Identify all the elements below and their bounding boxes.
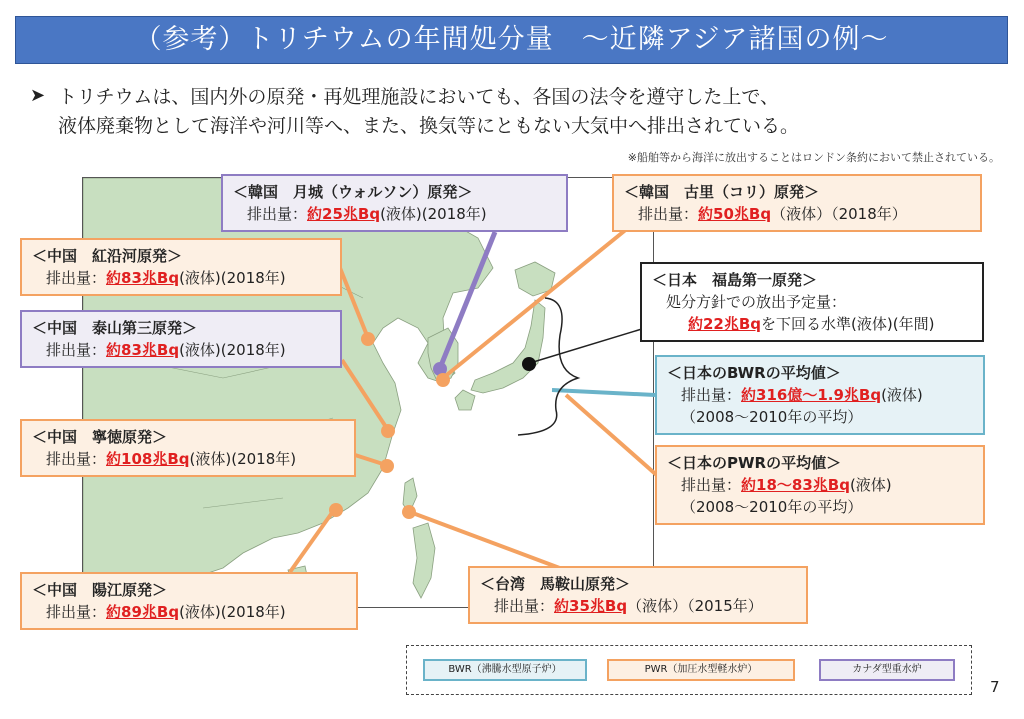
box-kori-title: ＜韓国 古里（コリ）原発＞ xyxy=(624,183,820,201)
page-number: 7 xyxy=(990,678,1000,696)
box-bwr-average: ＜日本のBWRの平均値＞ 排出量：約316億～1.9兆Bq(液体) （2008～2010年の平均） xyxy=(655,355,985,435)
box-ningde: ＜中国 寧徳原発＞ 排出量：約108兆Bq(液体)(2018年) xyxy=(20,419,356,477)
box-qinshan: ＜中国 泰山第三原発＞ 排出量：約83兆Bq(液体)(2018年) xyxy=(20,310,342,368)
box-qinshan-title: ＜中国 泰山第三原発＞ xyxy=(32,319,198,337)
qinshan-amount: 約83兆Bq xyxy=(106,341,180,359)
maanshan-amount: 約35兆Bq xyxy=(554,597,628,615)
box-bwr-title: ＜日本のBWRの平均値＞ xyxy=(667,364,841,382)
kori-amount: 約50兆Bq xyxy=(698,205,772,223)
box-ningde-title: ＜中国 寧徳原発＞ xyxy=(32,428,168,446)
legend-bwr: BWR（沸騰水型原子炉） xyxy=(423,659,587,681)
box-hongyanhe: ＜中国 紅沿河原発＞ 排出量：約83兆Bq(液体)(2018年) xyxy=(20,238,342,296)
hongyanhe-amount: 約83兆Bq xyxy=(106,269,180,287)
box-hongyanhe-title: ＜中国 紅沿河原発＞ xyxy=(32,247,183,265)
ningde-amount: 約108兆Bq xyxy=(106,450,190,468)
fukushima-amount: 約22兆Bq xyxy=(688,315,762,333)
box-maanshan-title: ＜台湾 馬鞍山原発＞ xyxy=(480,575,631,593)
bullet-line-1: トリチウムは、国内外の原発・再処理施設においても、各国の法令を遵守した上で、 xyxy=(58,86,780,108)
box-pwr-average: ＜日本のPWRの平均値＞ 排出量：約18～83兆Bq(液体) （2008～2010年の平均） xyxy=(655,445,985,525)
bullet-line-2: 液体廃棄物として海洋や河川等へ、また、換気等にともない大気中へ排出されている。 xyxy=(58,115,800,137)
bullet-arrow-icon: ➤ xyxy=(30,85,46,106)
bwr-amount: 約316億～1.9兆Bq xyxy=(741,386,882,404)
slide-title: （参考）トリチウムの年間処分量 ～近隣アジア諸国の例～ xyxy=(15,16,1008,64)
box-yangjiang-title: ＜中国 陽江原発＞ xyxy=(32,581,168,599)
box-kori: ＜韓国 古里（コリ）原発＞ 排出量：約50兆Bq（液体）（2018年） xyxy=(612,174,982,232)
legend-canada: カナダ型重水炉 xyxy=(819,659,955,681)
box-fukushima-title: ＜日本 福島第一原発＞ xyxy=(652,271,818,289)
pwr-amount: 約18～83兆Bq xyxy=(741,476,850,494)
box-pwr-title: ＜日本のPWRの平均値＞ xyxy=(667,454,842,472)
yangjiang-amount: 約89兆Bq xyxy=(106,603,180,621)
box-wolsong-title: ＜韓国 月城（ウォルソン）原発＞ xyxy=(233,183,473,201)
box-wolsong: ＜韓国 月城（ウォルソン）原発＞ 排出量：約25兆Bq(液体)(2018年) xyxy=(221,174,568,232)
footnote: ※船舶等から海洋に放出することはロンドン条約において禁止されている。 xyxy=(627,151,1000,164)
wolsong-amount: 約25兆Bq xyxy=(307,205,381,223)
legend xyxy=(406,645,972,695)
box-yangjiang: ＜中国 陽江原発＞ 排出量：約89兆Bq(液体)(2018年) xyxy=(20,572,358,630)
box-fukushima: ＜日本 福島第一原発＞ 処分方針での放出予定量： 約22兆Bqを下回る水準(液体)(年間) xyxy=(640,262,984,342)
box-maanshan: ＜台湾 馬鞍山原発＞ 排出量：約35兆Bq（液体）（2015年） xyxy=(468,566,808,624)
legend-pwr: PWR（加圧水型軽水炉） xyxy=(607,659,795,681)
